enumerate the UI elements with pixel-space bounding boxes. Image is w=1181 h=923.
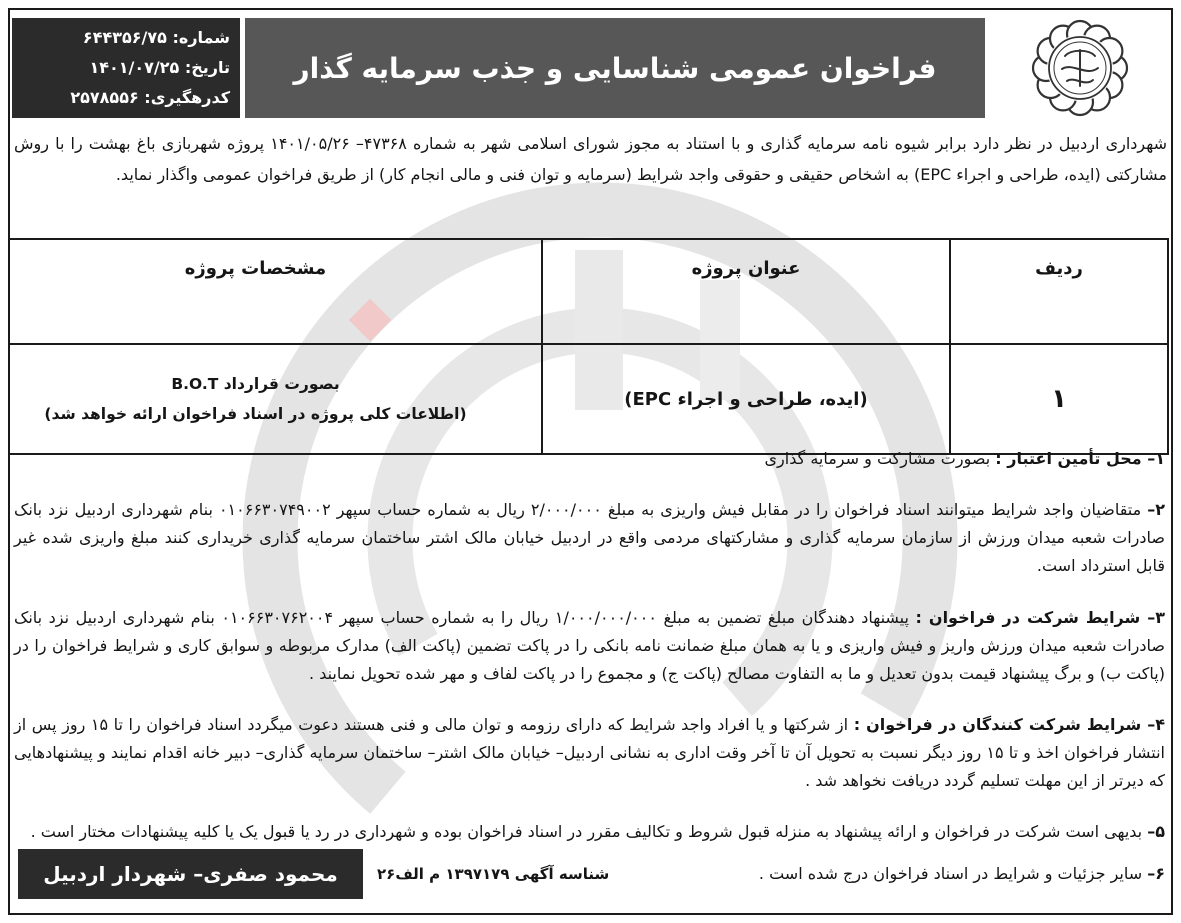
notice-date-value: ۱۴۰۱/۰۷/۲۵ <box>89 58 180 77</box>
clause-text: سایر جزئیات و شرایط در اسناد فراخوان درج شده است . <box>758 864 1143 883</box>
row-index: ۱ <box>950 344 1168 454</box>
notice-number-label: شماره: <box>172 28 230 47</box>
clause-heading: ۲– <box>1147 500 1166 520</box>
header-index: ردیف <box>950 239 1168 344</box>
clause-heading: ۶– <box>1147 864 1165 883</box>
project-title: (ایده، طراحی و اجراء EPC) <box>542 344 950 454</box>
tracking-code-label: کدرهگیری: <box>144 88 230 107</box>
clause-heading: ۳– شرایط شرکت در فراخوان : <box>915 607 1166 627</box>
tracking-code-value: ۲۵۷۸۵۵۶ <box>70 88 139 107</box>
projects-table <box>8 238 1169 455</box>
mayor-signature: محمود صفری– شهردار اردبیل <box>43 862 338 886</box>
ad-identifier: شناسه آگهی ۱۳۹۷۱۷۹ م الف۲۶ <box>377 865 610 883</box>
clause-text: از شرکتها و یا افراد واجد شرایط که دارای رزومه و توان مالی و فنی هستند دعوت میگردد اسناد فراخوان را تا ۱۵ روز پس از انتشار فراخوان اخذ و تا ۱۵ روز دیگر نسبت به تحویل آن تا آخر وقت اداری به نشانی اردبیل– خیابان مالک اشتر– ساختمان سرمایه گذاری– دبیر خانه اقدام نمایند و پیشنهادهایی که دیرتر از این مهلت تسلیم گردد دریافت نخواهد شد . <box>14 714 1165 790</box>
clause-4 <box>14 711 1165 795</box>
table-row <box>8 344 1168 454</box>
table-header-row <box>8 239 1168 344</box>
municipality-emblem-icon <box>995 18 1165 118</box>
header-project-title: عنوان پروژه <box>542 239 950 344</box>
notice-title-banner <box>245 18 985 118</box>
reference-box <box>12 18 240 118</box>
intro-paragraph: شهرداری اردبیل در نظر دارد برابر شیوه نامه سرمایه گذاری و با استناد به مجوز شورای اسلامی شهر به شماره ۴۷۳۶۸– ۱۴۰۱/۰۵/۲۶ پروژه شهربازی باغ بهشت را با روش مشارکتی (ایده، طراحی و اجراء EPC) به اشخاص حقیقی و حقوقی واجد شرایط (سرمایه و توان فنی و مالی انجام کار) از طریق فراخوان عمومی واگذار نماید. <box>14 134 1168 184</box>
notice-title: فراخوان عمومی شناسایی و جذب سرمایه گذار <box>293 51 937 85</box>
notice-number-value: ۶۴۴۳۵۶/۷۵ <box>82 28 167 47</box>
notice-date <box>22 53 230 83</box>
clause-text: بصورت مشارکت و سرمایه گذاری <box>764 449 991 468</box>
project-spec-note: (اطلاعات کلی پروژه در اسناد فراخوان ارائه خواهد شد) <box>44 405 467 423</box>
project-specs <box>8 344 542 454</box>
clause-5 <box>14 818 1165 846</box>
notice-date-label: تاریخ: <box>184 58 230 77</box>
clauses-list <box>14 445 1165 846</box>
clause-heading: ۱– محل تأمین اعتبار : <box>995 449 1165 468</box>
clause-2 <box>14 496 1165 580</box>
clause-heading: ۴– شرایط شرکت کنندگان در فراخوان : <box>853 714 1166 734</box>
clause-text: متقاضیان واجد شرایط میتوانند اسناد فراخوان را در مقابل فیش واریزی به مبلغ ۲/۰۰۰/۰۰۰ ریال به شماره حساب سپهر ۰۱۰۶۶۳۰۷۴۹۰۰۲ بنام شهرداری اردبیل نزد بانک صادرات شعبه میدان ورزش از سازمان سرمایه گذاری و مشارکتهای مردمی واقع در اردبیل خیابان مالک اشتر ساختمان سرمایه گذاری خریداری کنند مبلغ واریزی شده غیر قابل استرداد است. <box>14 500 1165 576</box>
notice-number <box>22 23 230 53</box>
tracking-code <box>22 83 230 113</box>
clause-text: پیشنهاد دهندگان مبلغ تضمین به مبلغ ۱/۰۰۰/۰۰۰/۰۰۰ ریال را به شماره حساب سپهر ۰۱۰۶۶۳۰۷۶۲۰۰۴ بنام شهرداری اردبیل نزد بانک صادرات شعبه میدان ورزش واریز و فیش واریزی و یا به همان مبلغ ضمانت نامه بانکی را در پاکت تضمین (پاکت الف) مدارک مربوطه و سوابق کاری و شرایط فراخوان را در (پاکت ب) و برگ پیشنهاد قیمت بدون تعدیل و ما به التفاوت مصالح (پاکت ج) و مجموع را در پاکت لفاف و مهر شده تحویل نمایند . <box>14 607 1165 683</box>
clause-1 <box>14 445 1165 473</box>
clause-text: بدیهی است شرکت در فراخوان و ارائه پیشنهاد به منزله قبول شروط و تکالیف مقرر در اسناد فراخوان بوده و شهرداری در رد یا قبول یک یا کلیه پیشنهادات مختار است . <box>30 822 1143 841</box>
clause-heading: ۵– <box>1147 822 1165 841</box>
project-spec-contract: بصورت قرارداد B.O.T <box>171 375 340 393</box>
footer-row <box>18 846 1165 902</box>
mayor-signature-box <box>18 849 363 899</box>
clause-6 <box>619 860 1165 888</box>
advertisement <box>8 8 1173 915</box>
clause-3 <box>14 604 1165 688</box>
header-project-specs: مشخصات پروژه <box>8 239 542 344</box>
